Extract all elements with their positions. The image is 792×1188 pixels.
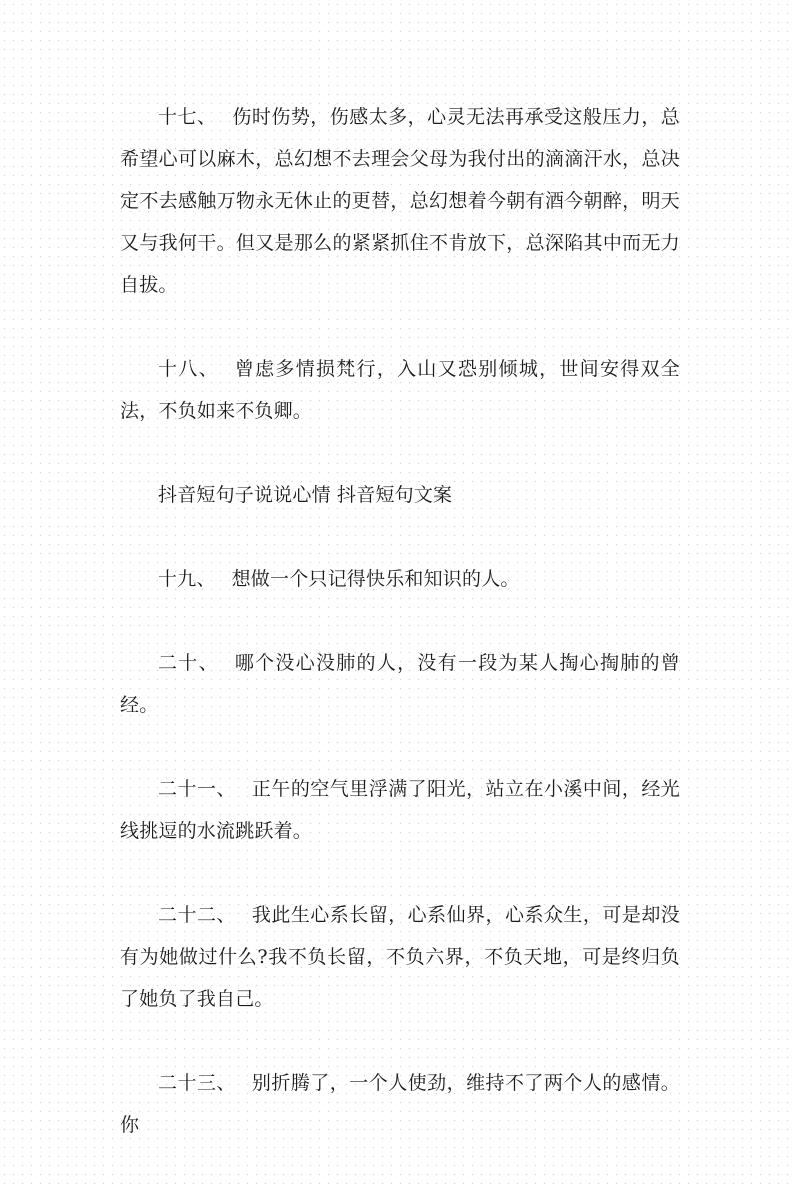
paragraph-18: [120, 348, 680, 432]
item-number: 二十、: [158, 652, 219, 674]
paragraph-22: [120, 894, 680, 1020]
item-text: 哪个没心没肺的人，没有一段为某人掏心掏肺的曾经。: [120, 652, 680, 716]
paragraph-17: [120, 96, 680, 306]
item-text: 伤时伤势，伤感太多，心灵无法再承受这般压力，总希望心可以麻木，总幻想不去理会父母为我付出的滴滴汗水，总决定不去感触万物永无休止的更替，总幻想着今朝有酒今朝醉，明天又与我何干。但又是那么的紧紧抓住不肯放下，总深陷其中而无力自拔。: [120, 106, 680, 296]
item-text: 想做一个只记得快乐和知识的人。: [231, 568, 520, 590]
item-number: 二十三、: [158, 1072, 236, 1094]
paragraph-19: [120, 558, 680, 600]
item-number: 十九、: [158, 568, 216, 590]
item-text: 曾虑多情损梵行，入山又恐别倾城，世间安得双全法，不负如来不负卿。: [120, 358, 680, 422]
paragraph-20: [120, 642, 680, 726]
heading-text: 抖音短句子说说心情 抖音短句文案: [158, 484, 453, 506]
paragraph-21: [120, 768, 680, 852]
item-number: 二十一、: [158, 778, 236, 800]
item-number: 二十二、: [158, 904, 236, 926]
paragraph-23: [120, 1062, 680, 1146]
document-page: [120, 96, 680, 1188]
section-heading: [120, 474, 680, 516]
item-text: 别折腾了，一个人使劲，维持不了两个人的感情。你: [120, 1072, 680, 1136]
item-number: 十八、: [158, 358, 219, 380]
item-number: 十七、: [158, 106, 217, 128]
item-text: 正午的空气里浮满了阳光，站立在小溪中间，经光线挑逗的水流跳跃着。: [120, 778, 680, 842]
item-text: 我此生心系长留，心系仙界，心系众生，可是却没有为她做过什么?我不负长留，不负六界，不负天地，可是终归负了她负了我自己。: [120, 904, 680, 1010]
